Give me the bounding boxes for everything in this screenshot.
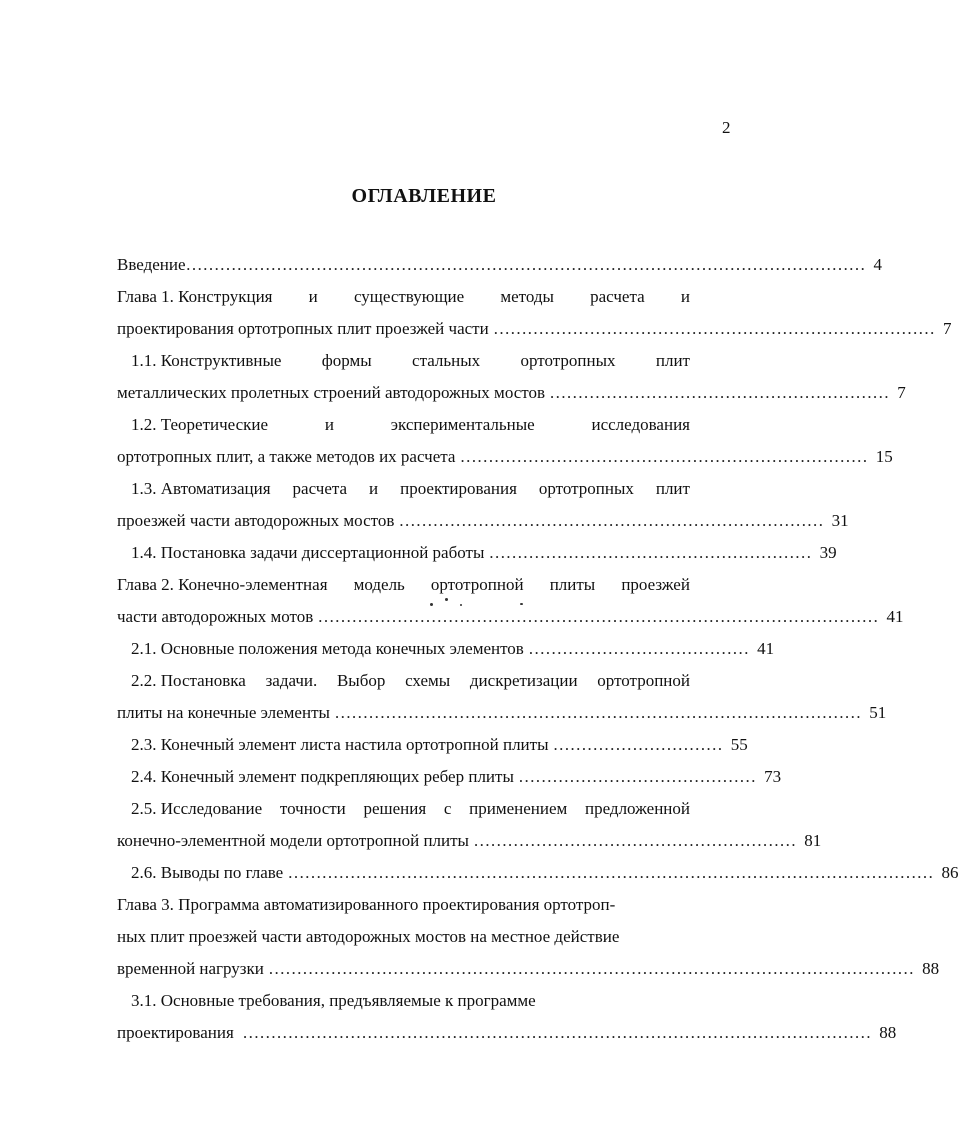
word: применением (469, 799, 568, 818)
toc-section-1-2-line1 (131, 414, 690, 436)
scan-speck (520, 603, 523, 605)
toc-section-2-3 (131, 734, 748, 756)
toc-page-number: 31 (831, 511, 849, 530)
word: дискретизации (469, 671, 578, 690)
word: формы (321, 351, 372, 370)
toc-entry-label: 2.3. Конечный элемент листа настила ортотропной плиты (131, 735, 549, 754)
toc-entry-label: Введение (117, 255, 186, 274)
toc-entry-label: части автодорожных мотов (117, 607, 314, 626)
word: расчета (292, 479, 348, 498)
word: плит (655, 479, 690, 498)
toc-section-1-4 (131, 542, 837, 564)
word: задачи. (265, 671, 318, 690)
toc-entry-label: временной нагрузки (117, 959, 264, 978)
toc-entry-label: плиты на конечные элементы (117, 703, 330, 722)
word: 2.2. Постановка (131, 671, 246, 690)
word: и (324, 415, 334, 434)
word: существующие (353, 287, 465, 306)
toc-entry-label: проектирования ортотропных плит проезжей части (117, 319, 489, 338)
toc-chapter-1-line2 (117, 318, 952, 340)
toc-page-number: 39 (819, 543, 837, 562)
toc-entry-label: 1.4. Постановка задачи диссертационной работы (131, 543, 485, 562)
toc-entry-label: ных плит проезжей части автодорожных мостов на местное действие (117, 927, 620, 946)
scan-speck (430, 603, 433, 606)
toc-entry-label: Глава 3. Программа автоматизированного проектирования ортотроп- (117, 895, 616, 914)
word: 2.5. Исследование (131, 799, 263, 818)
toc-page-number: 15 (875, 447, 893, 466)
toc-section-2-2-line1 (131, 670, 690, 692)
leader-dots: …………………………………………………………………………………………………… (283, 863, 934, 882)
toc-section-2-5-line1 (131, 798, 690, 820)
leader-dots: ………………………………………………………………… (394, 511, 824, 530)
word: стальных (412, 351, 481, 370)
toc-section-3-1-line1 (131, 990, 724, 1012)
toc-chapter-1-line1 (117, 286, 690, 308)
leader-dots: …………………………………………………… (545, 383, 890, 402)
word: Глава 1. Конструкция (117, 287, 273, 306)
leader-dots: ………………………………………………………………………………… (329, 703, 862, 722)
toc-section-2-6 (131, 862, 958, 884)
toc-page-number: 73 (764, 767, 782, 786)
leader-dots: ………………………………………………… (484, 543, 812, 562)
leader-dots: ……………………………………………………………………………………… (313, 607, 879, 626)
toc-chapter-3-line2 (117, 926, 710, 948)
word: модель (353, 575, 405, 594)
toc-section-3-1-line2 (117, 1022, 897, 1044)
word: проектирования (400, 479, 517, 498)
word: экспериментальные (390, 415, 535, 434)
word: и (308, 287, 318, 306)
toc-page-number: 88 (922, 959, 940, 978)
word: и (369, 479, 379, 498)
word: ортотропных (520, 351, 616, 370)
word: исследования (591, 415, 690, 434)
toc-page-number: 41 (757, 639, 775, 658)
toc-entry-label: 3.1. Основные требования, предъявляемые к программе (131, 991, 536, 1010)
toc-page-number: 7 (897, 383, 906, 402)
toc-entry-label: металлических пролетных строений автодорожных мостов (117, 383, 546, 402)
toc-page-number: 88 (879, 1023, 897, 1042)
toc-entry-label: 2.6. Выводы по главе (131, 863, 284, 882)
leader-dots: ……………………………………………………………… (455, 447, 868, 466)
toc-entry-intro (117, 254, 883, 276)
page-title: ОГЛАВЛЕНИЕ (351, 185, 497, 207)
word: 1.3. Автоматизация (131, 479, 271, 498)
word: Глава 2. Конечно-элементная (117, 575, 328, 594)
word: расчета (590, 287, 645, 306)
toc-section-2-2-line2 (117, 702, 887, 724)
word: плит (655, 351, 690, 370)
word: проезжей (621, 575, 690, 594)
word: плиты (549, 575, 596, 594)
leader-dots: ………………………………………………………………………………………………………… (185, 255, 866, 274)
toc-page-number: 86 (941, 863, 958, 882)
toc-section-2-1 (131, 638, 775, 660)
toc-page-number: 4 (873, 255, 883, 274)
word: ортотропных (538, 479, 634, 498)
leader-dots: ………………………………………………………………………………………………… (233, 1023, 872, 1042)
word: и (680, 287, 690, 306)
toc-page-number: 41 (886, 607, 904, 626)
word: ортотропной (597, 671, 690, 690)
toc-entry-label: проезжей части автодорожных мостов (117, 511, 395, 530)
word: Выбор (336, 671, 386, 690)
word: с (443, 799, 452, 818)
toc-section-1-1-line1 (131, 350, 690, 372)
leader-dots: ………………………… (548, 735, 723, 754)
scan-speck (445, 598, 448, 601)
toc-entry-label: 2.1. Основные положения метода конечных элементов (131, 639, 524, 658)
word: схемы (405, 671, 451, 690)
scan-speck (460, 604, 462, 606)
toc-entry-label: проектирования (117, 1023, 234, 1042)
toc-page-number: 55 (730, 735, 748, 754)
leader-dots: …………………………………………………………………… (488, 319, 935, 338)
leader-dots: …………………………………………………………………………………………………… (263, 959, 915, 978)
toc-section-2-5-line2 (117, 830, 822, 852)
word: решения (363, 799, 427, 818)
toc-entry-label: 2.4. Конечный элемент подкрепляющих ребер плиты (131, 767, 514, 786)
toc-entry-label: конечно-элементной модели ортотропной плиты (117, 831, 469, 850)
page-number: 2 (722, 118, 731, 137)
word: методы (500, 287, 554, 306)
leader-dots: …………………………………… (513, 767, 757, 786)
toc-entry-label: ортотропных плит, а также методов их расчета (117, 447, 456, 466)
toc-chapter-3-line3 (117, 958, 940, 980)
toc-chapter-2-line1 (117, 574, 690, 596)
word: предложенной (585, 799, 690, 818)
leader-dots: ………………………………………………… (468, 831, 797, 850)
toc-section-1-1-line2 (117, 382, 906, 404)
word: ортотропной (430, 575, 524, 594)
toc-page-number: 7 (942, 319, 952, 338)
toc-section-1-3-line1 (131, 478, 690, 500)
word: точности (279, 799, 346, 818)
toc-chapter-2-line2 (117, 606, 904, 628)
toc-section-1-2-line2 (117, 446, 893, 468)
toc-section-1-3-line2 (117, 510, 849, 532)
toc-page-number: 81 (804, 831, 822, 850)
leader-dots: ………………………………… (523, 639, 750, 658)
word: 1.1. Конструктивные (131, 351, 282, 370)
toc-page-number: 51 (869, 703, 887, 722)
toc-chapter-3-line1 (117, 894, 710, 916)
word: 1.2. Теоретические (131, 415, 269, 434)
toc-section-2-4 (131, 766, 782, 788)
